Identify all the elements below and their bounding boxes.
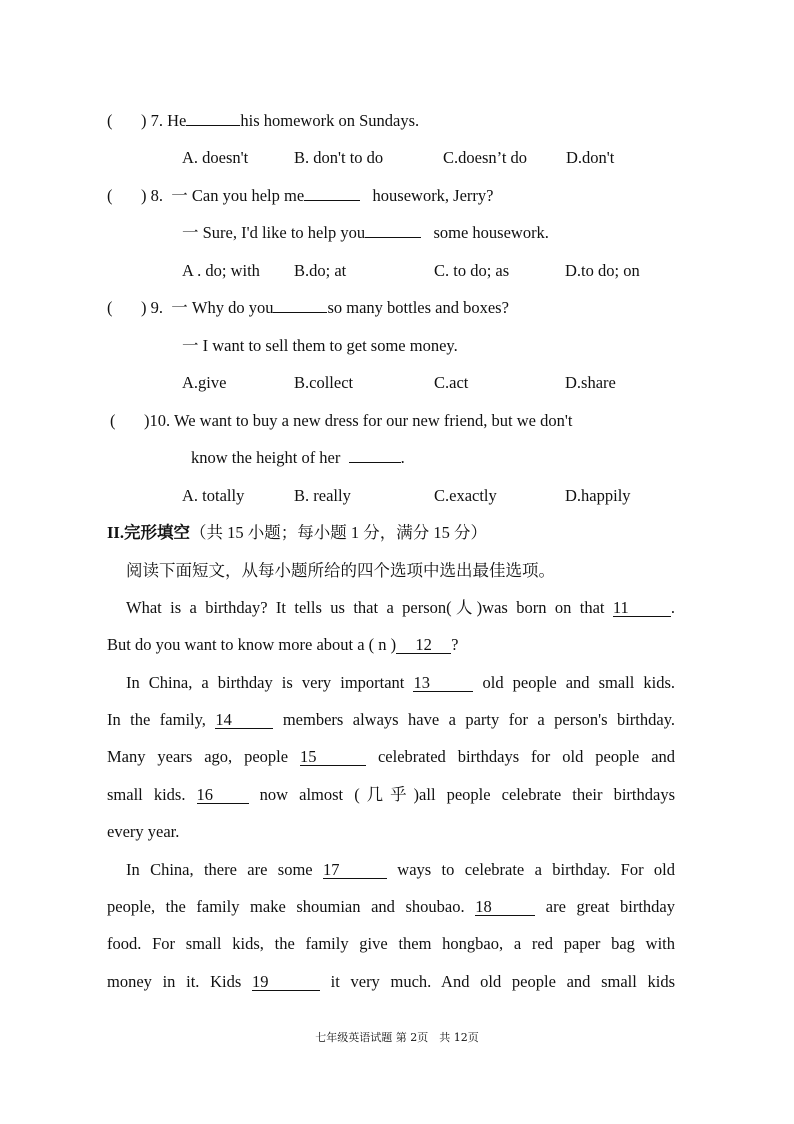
option-a: A.give <box>182 373 227 392</box>
section-instruction: 阅读下面短文，从每小题所给的四个选项中选出最佳选项。 <box>126 561 555 580</box>
passage-text: In China, a birthday is very important <box>126 673 405 692</box>
option-b: B. don't to do <box>294 148 384 167</box>
answer-paren-open: ( <box>110 411 116 430</box>
option-d: D.share <box>565 373 616 392</box>
answer-blank <box>273 312 327 313</box>
passage-line <box>107 709 675 731</box>
option-a: A. doesn't <box>182 148 249 167</box>
option-c: C.exactly <box>434 486 497 505</box>
option-b: B.do; at <box>294 261 347 280</box>
passage-line <box>107 971 675 993</box>
stem-text: know the height of her <box>191 448 341 467</box>
passage-text: money in it. Kids <box>107 972 242 991</box>
passage-line: every year. <box>107 822 180 841</box>
passage-line <box>107 746 675 768</box>
question-9-line2: 一 I want to sell them to get some money. <box>182 336 458 355</box>
stem-text: 一 Can you help me <box>171 186 305 205</box>
answer-paren-open: ( <box>107 298 113 317</box>
stem-text: . <box>400 448 405 467</box>
option-d: D.to do; on <box>565 261 640 280</box>
question-8-stem <box>107 185 494 207</box>
question-10-line2 <box>191 447 405 469</box>
passage-line <box>126 597 675 619</box>
page-footer: 七年级英语试题 第 2页 共 12页 <box>315 1031 479 1044</box>
option-a: A. totally <box>182 486 245 505</box>
stem-text: He <box>167 111 187 130</box>
stem-text: some housework. <box>433 223 549 242</box>
passage-text: old people and small kids. <box>482 673 676 692</box>
stem-text: 一 Sure, I'd like to help you <box>182 223 366 242</box>
option-b: B. really <box>294 486 351 505</box>
question-10-stem <box>110 410 572 432</box>
passage-text: celebrated birthdays for old people and <box>377 747 676 766</box>
passage-text: small kids. <box>107 785 186 804</box>
question-number: ) 8. <box>141 186 163 205</box>
option-b: B.collect <box>294 373 354 392</box>
passage-text: members always have a party for a person's birthday. <box>282 710 676 729</box>
passage-text: now almost (几乎)all people celebrate their birthdays <box>259 785 675 804</box>
question-number: )10. <box>144 411 171 430</box>
stem-text: housework, Jerry? <box>372 186 494 205</box>
section-heading <box>107 522 487 544</box>
passage-text: ways to celebrate a birthday. For old <box>397 860 675 879</box>
question-9-stem <box>107 297 509 319</box>
passage-text: . <box>670 598 675 617</box>
cloze-blank-13: 13 <box>413 674 473 692</box>
section-subtitle: （共 15 小题；每小题 1 分，满分 15 分） <box>189 523 487 542</box>
answer-blank <box>365 237 421 238</box>
section-title: II.完形填空 <box>107 523 190 542</box>
answer-paren-open: ( <box>107 186 113 205</box>
passage-text: What is a birthday? It tells us that a person(人)was born on that <box>126 598 605 617</box>
passage-text: In China, there are some <box>126 860 313 879</box>
passage-text: are great birthday <box>545 897 676 916</box>
cloze-blank-16: 16 <box>197 786 249 804</box>
passage-text: ? <box>451 635 459 654</box>
stem-text: so many bottles and boxes? <box>327 298 509 317</box>
option-d: D.don't <box>566 148 615 167</box>
option-a: A . do; with <box>182 261 260 280</box>
cloze-blank-15: 15 <box>300 748 366 766</box>
passage-line <box>107 896 675 918</box>
answer-blank <box>186 125 240 126</box>
stem-text: his homework on Sundays. <box>240 111 420 130</box>
cloze-blank-18: 18 <box>475 898 535 916</box>
option-d: D.happily <box>565 486 631 505</box>
stem-text: We want to buy a new dress for our new friend, but we don't <box>173 411 573 430</box>
stem-text: 一 Why do you <box>171 298 274 317</box>
passage-line <box>126 672 675 694</box>
passage-line <box>107 784 675 806</box>
cloze-blank-17: 17 <box>323 861 387 879</box>
question-7-stem <box>107 110 419 132</box>
cloze-blank-12: 12 <box>396 636 451 654</box>
passage-line <box>107 634 459 656</box>
answer-blank <box>304 200 360 201</box>
question-number: ) 9. <box>141 298 163 317</box>
passage-text: But do you want to know more about a ( n ) <box>107 635 397 654</box>
answer-blank <box>349 462 401 463</box>
question-number: ) 7. <box>141 111 163 130</box>
passage-line <box>126 859 675 881</box>
answer-paren-open: ( <box>107 111 113 130</box>
cloze-blank-19: 19 <box>252 973 320 991</box>
option-c: C.act <box>434 373 469 392</box>
passage-text: Many years ago, people <box>107 747 289 766</box>
passage-text: it very much. And old people and small kids <box>330 972 676 991</box>
passage-line: food. For small kids, the family give them hongbao, a red paper bag with <box>107 934 675 953</box>
question-8-line2 <box>182 222 549 244</box>
option-c: C. to do; as <box>434 261 510 280</box>
passage-text: people, the family make shoumian and shoubao. <box>107 897 465 916</box>
cloze-blank-11: 11 <box>613 599 671 617</box>
passage-text: In the family, <box>107 710 206 729</box>
option-c: C.doesn’t do <box>443 148 528 167</box>
cloze-blank-14: 14 <box>215 711 273 729</box>
